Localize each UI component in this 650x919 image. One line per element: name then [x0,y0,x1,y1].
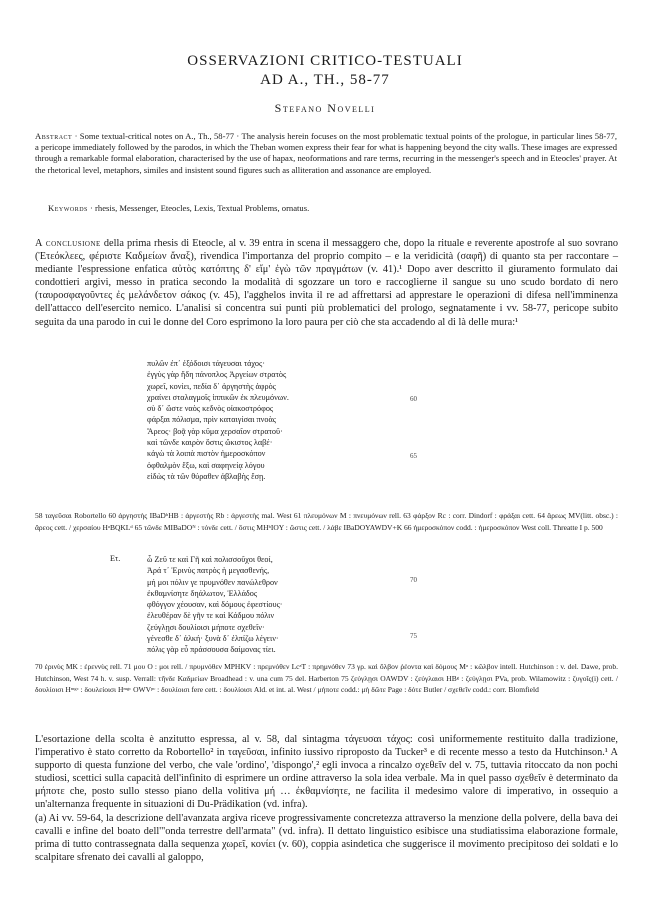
speaker-label: Ετ. [110,554,121,563]
verse-line: ἐλευθέραν δὲ γῆν τε καὶ Κάδμου πόλιν [147,611,275,621]
verse-line: πόλις γὰρ εὖ πράσσουσα δαίμονας τίει. [147,645,276,655]
intro-lead: A conclusione [35,238,101,249]
intro-text: della prima rhesis di Eteocle, al v. 39 entra in scena il messaggero che, dopo la rituale e reverente apostrofe al suo sovrano (Ἐτεόκλεες, φέριστε Καδμείων ἄναξ), rivendica l'importanza del proprio compito – e la veridicità (σαφῆ) di quanto sta per raccontare – mediante l'espressione enfatica αὐτὸς κατόπτης δ' εἴμ' ἐγὼ τῶν πραγμάτων (v. 41).¹ Dopo aver descritto il giuramento formulato dai condottieri argivi, messo in pratica secondo la modalità di sgozzare un toro e raccoglierne il sangue su uno scudo bordato di nero (ταυροσφαγοῦντες ἐς μελάνδετον σάκος (v. 45), l'agghelos invita il re ad affrettarsi ad apprestare le operazioni di difesa nell'imminenza dell'attacco dell'esercito nemico. L'analisi si concentra sui punti più problematici del prologo, segnatamente i vv. 58-77, pericope subito seguita da una parodo in cui le donne del Coro esprimono la loro paura per ciò che sta accadendo al di là delle mura:¹ [35,238,618,328]
verse-line: χραίνει σταλαγμοῖς ἱππικῶν ἐκ πλευμόνων. [147,392,289,402]
abstract-label: Abstract [35,131,73,141]
verse-line: Ἀρά τ᾽ Ἐρινὺς πατρὸς ἡ μεγασθενής, [147,566,270,576]
verse-line: κἀγὼ τὰ λοιπὰ πιστὸν ἡμεροσκόπον [147,449,266,459]
abstract-text: · Some textual-critical notes on A., Th., 58-77 · The analysis herein focuses on the most problematic textual points of the prologue, in particular lines 58-77, a pericope immediately followed by the parodos, in which the Theban women express their fear for what is happening beyond the city walls. These images are expressed through a remarkable formal elaboration, characterised by the use of hapax, neoformations and rare terms, recurring in the messenger's speech and in Eteocles' prayer. At the rhetorical level, metaphors, similes and insistent sound figures such as alliteration and assonance are employed. [35,131,617,175]
verse-line: μή μοι πόλιν γε πρυμνόθεν πανώλεθρον [147,577,278,587]
keywords-text: · rhesis, Messenger, Eteocles, Lexis, Textual Problems, ornatus. [90,203,310,213]
verse-line: γένεσθε δ᾽ ἀλκή· ξυνὰ δ᾽ ἐλπίζω λέγειν· [147,634,279,644]
keywords [48,203,618,213]
commentary [35,733,618,864]
verse-line: ὀφθαλμὸν ἕξω, καὶ σαφηνείᾳ λόγου [147,460,265,470]
verse-line: ζεύγλῃσι δουλίοισι μήποτε σχεθεῖν· [147,622,265,632]
critical-apparatus-1: 58 ταγεῦσαι Robortello 60 ἀργηστὴς IBaDʰHB : ἀργεστὴς Rb : ἀργεστὴς mal. West 61 πλευμόνων M : πνευμόνων rell. 63 φάρξον Rc : corr. Dindorf : φράξαι cett. 64 ἄρεως MV(litt. obsc.) : ἄρεος cett. / χερσαίου HᵃBQKLᵈ 65 τῶνδε MIBaDOᴺ : τόνδε cett. / ὅστις MHᵇIOY : ὥστις cett. / λάβε IBaDOYAWDV+K 66 ἡμεροσκόπον codd. : ἡμεροσκόπον West coll. Threatte I p. 500 [35,511,618,532]
keywords-label: Keywords [48,203,88,213]
article-title-line-2: AD A., TH., 58-77 [260,72,390,88]
verse-line: εἰδὼς τὰ τῶν θύραθεν ἀβλαβὴς ἔσῃ. [147,471,266,481]
article-author: Stefano Novelli [274,101,376,115]
verse-number: 70 [410,576,417,584]
verse-line: σὺ δ᾽ ὥστε ναὸς κεδνὸς οἰακοστρόφος [147,404,274,414]
intro-paragraph [35,237,618,329]
verse-line: Ἄρεος· βοᾷ γὰρ κῦμα χερσαῖον στρατοῦ· [147,426,283,436]
verse-line: καὶ τῶνδε καιρὸν ὅστις ὤκιστος λαβέ· [147,438,273,448]
verse-number: 65 [410,452,417,460]
commentary-paragraph-2: (a) Ai vv. 59-64, la descrizione dell'avanzata argiva riceve progressivamente concretezza attraverso la menzione della polvere, della bava dei cavalli e infine del boato dell'"onda terrestre dell'armata" (vd. infra). Il dettato linguistico esibisce una studiatissima elaborazione formale, prima di tutto contrassegnata dalla sequenza χωρεῖ, κονίει (v. 60), coppia asindetica che suggerisce il movimento precipitoso dei soldati e lo scalpitare sfrenato dei cavalli al galoppo, [35,812,618,863]
critical-apparatus-2: 70 ἐρινὺς MK : ἐρεννὺς rell. 71 μου O : μοι rell. / πρυμνόθεν MPHKV : πρεμνόθεν LcᵃT : πρημνόθεν 73 γρ. καὶ ὄλβον ῥέοντα καὶ δόμους Mᵃ : κῶλβον intell. Hutchinson : v. del. Dawe, prob. Hutchinson, West 74 h. v. susp. Verrall: τῆνδε Καδμείων Broadhead : v. una cum 75 del. Harberton 75 ζεύγλῃσι OAWDV : ζεύγλαισι HBᵍ : ζεύγλῃσι PVa, prob. Wilamowitz : ζυγοῖς(i) cett. / δουλίοισι Hᵐᵍᶜ : δουλείοισι Hᵐᵍᶜ OWVᵖᶜ : δουλίοισι fere cett. : δουλίοισι Ald. et int. al. West / μήποτε codd.: μὴ δῶτε Page : δότε Butler / σχεθεῖν codd.: corr. Blomfield [35,662,618,695]
abstract [35,131,617,176]
verse-number: 60 [410,395,417,403]
verse-line: ἐγγὺς γὰρ ἤδη πάνοπλος Ἀργείων στρατὸς [147,370,287,380]
verse-block-2 [147,554,283,656]
verse-number: 75 [410,632,417,640]
verse-line: χωρεῖ, κονίει, πεδία δ᾽ ἀργηστὴς ἀφρὸς [147,381,276,391]
verse-line: ὦ Ζεῦ τε καὶ Γῆ καὶ πολισσοῦχοι θεοί, [147,555,273,564]
article-title-line-1: OSSERVAZIONI CRITICO-TESTUALI [187,53,463,69]
verse-line: πυλῶν ἐπ᾽ ἐξόδοισι τάγευσαι τάχος· [147,359,265,368]
verse-line: φάρξαι πόλισμα, πρὶν καταιγίσαι πνοὰς [147,415,277,425]
verse-line: φθόγγον χέουσαν, καὶ δόμους ἐφεστίους· [147,600,283,610]
commentary-paragraph-1: L'esortazione della scolta è anzitutto espressa, al v. 58, dal sintagma τάγευσαι τάχος: così uniformemente restituito dalla tradizione, l'imperativo è stato corretto da Robortello² in ταγεῦσαι, infinito iussivo riproposto da Tucker³ e di recente messo a testo da Hutchinson.¹ A supporto di questa funzione del verbo, che vale 'ordino', 'dispongo',² egli invoca a rincalzo σχεθεῖν del v. 75, tuttavia ritoccato da non pochi studiosi, scettici sulla capacità dell'infinito di esprimere un ordine attraverso la sola idea verbale. Ma in quel passo σχεθεῖν è determinato da μήποτε che, posto sullo stesso piano della volitiva μή … ἐκθαμνίσητε, ne facilita il medesimo valore di imperativo, in ossequio a un'alternanza frequente in situazioni di Du-Prädikation (vd. infra). [35,734,618,811]
verse-line: ἐκθαμνίσητε δηάλωτον, Ἑλλάδος [147,588,258,598]
verse-block-1 [147,358,289,482]
